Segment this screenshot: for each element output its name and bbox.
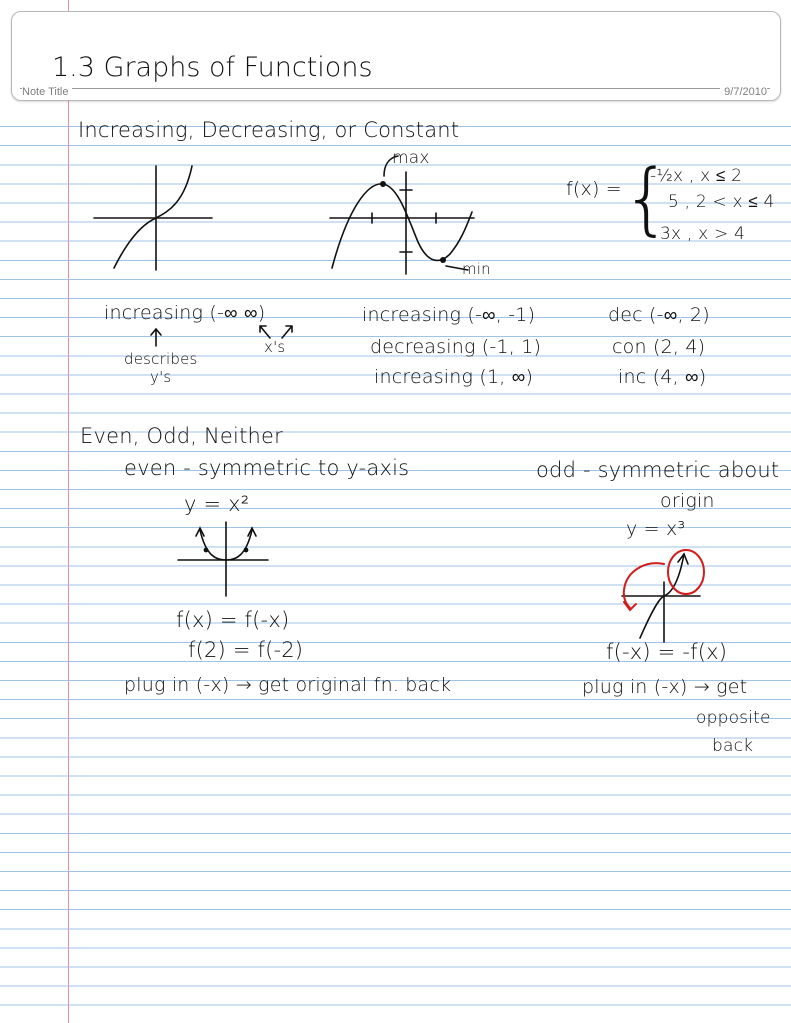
even-equation: y = x² bbox=[184, 492, 250, 516]
label-describes: describes bbox=[124, 350, 198, 368]
piecewise-brace: { bbox=[622, 154, 672, 244]
odd-rule: f(-x) = -f(x) bbox=[606, 640, 728, 664]
piecewise-row-3: 3x , x > 4 bbox=[660, 224, 746, 244]
note-title-label: Note Title bbox=[22, 86, 72, 98]
piecewise-line-2: con (2, 4) bbox=[612, 336, 706, 358]
even-heading: even - symmetric to y-axis bbox=[124, 456, 410, 480]
even-note: plug in (-x) → get original fn. back bbox=[124, 674, 452, 696]
graph-increasing bbox=[92, 162, 217, 274]
graph2-line-3: increasing (1, ∞) bbox=[374, 366, 534, 388]
graph1-caption: increasing (-∞ ∞) bbox=[104, 302, 266, 324]
margin-line bbox=[68, 0, 69, 1023]
label-xs: x's bbox=[264, 338, 286, 356]
odd-note-opposite: opposite bbox=[696, 708, 771, 728]
odd-heading-origin: origin bbox=[660, 490, 715, 512]
up-arrow-ys bbox=[148, 326, 164, 348]
even-rule-1: f(x) = f(-x) bbox=[176, 608, 290, 632]
piecewise-row-2: 5 , 2 < x ≤ 4 bbox=[668, 192, 775, 212]
section-heading-even-odd: Even, Odd, Neither bbox=[80, 424, 283, 448]
odd-equation: y = x³ bbox=[626, 518, 686, 540]
page-title: 1.3 Graphs of Functions bbox=[52, 52, 373, 83]
label-min: min bbox=[462, 260, 491, 278]
graph-cubic bbox=[604, 546, 724, 646]
piecewise-line-1: dec (-∞, 2) bbox=[608, 304, 710, 326]
graph2-line-1: increasing (-∞, -1) bbox=[362, 304, 536, 326]
graph-parabola bbox=[174, 516, 274, 598]
piecewise-line-3: inc (4, ∞) bbox=[618, 366, 707, 388]
odd-note: plug in (-x) → get bbox=[582, 676, 748, 698]
section-heading-increasing: Increasing, Decreasing, or Constant bbox=[78, 118, 460, 142]
graph2-line-2: decreasing (-1, 1) bbox=[370, 336, 542, 358]
note-date: 9/7/2010 bbox=[720, 86, 767, 98]
label-max: max bbox=[392, 148, 430, 168]
title-rule bbox=[20, 88, 770, 89]
even-rule-2: f(2) = f(-2) bbox=[188, 638, 304, 662]
label-ys: y's bbox=[150, 368, 172, 386]
odd-note-back: back bbox=[712, 736, 754, 756]
odd-heading: odd - symmetric about bbox=[536, 458, 780, 482]
piecewise-lhs: f(x) = bbox=[566, 178, 622, 200]
piecewise-row-1: -½x , x ≤ 2 bbox=[650, 166, 743, 186]
